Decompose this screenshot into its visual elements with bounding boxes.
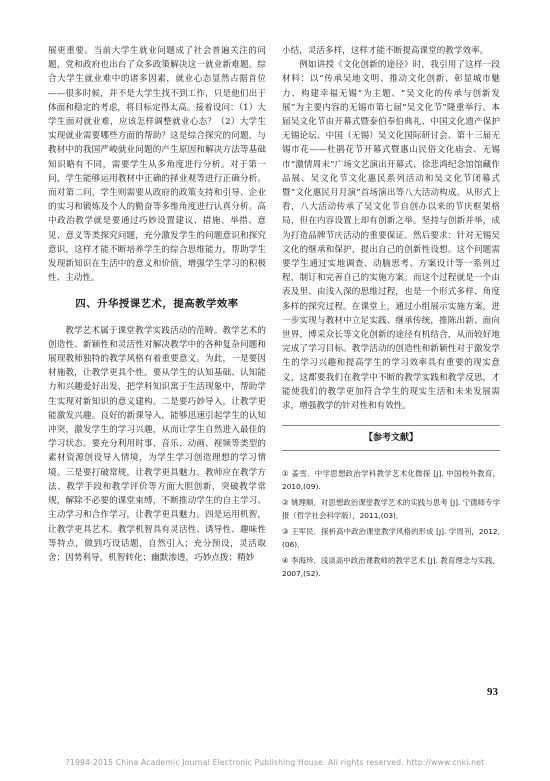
reference-item: ② 姚理顺．对思想政治课堂教学艺术的实践与思考 [J]. 宁德师专学报（哲学社会科学版），2011,(03)． [282, 498, 500, 521]
body-paragraph: 展更重要。当前大学生就业问题成了社会普遍关注的问题，党和政府也出台了众多政策解决这一就业新难题。综合大学生就业难中的诸多因素，就业心态显然占据首位——很多时候，并不是大学生找不到工作，只是他们出于体面和稳定的考虑，将目标定得太高。接着设问：（1）大学生面对就业难，应该怎样调整就业心态？（2）大学生实现就业需要哪些方面的帮助？这是综合探究的问题，与教材中的我国严峻就业问题的产生原因和解决方法等基础知识略有不同，需要学生从多角度进行分析。对于第一问，学生能够运用教材中正确的择业观等进行正确分析。而对第二问，学生则需要从政府的政策支持和引导、企业的实习和锻炼及个人的勤奋等多维角度进行认真分析。高中政治教学就是要通过巧妙设置建议、措施、举措、意见、意义等类探究问题，充分激发学生的问题意识和探究意识，这样才能不断培养学生的综合思维能力，帮助学生发现新知识在生活中的意义和价值，增强学生学习的积极性、主动性。 [48, 46, 266, 284]
references-list [282, 467, 500, 580]
body-paragraph: 小结，灵活多样，这样才能不断提高课堂的教学效率。 [282, 46, 489, 56]
reference-item: ③ 王军民．探析高中政治课堂教学风格的形成 [J]. 学周刊，2012,(06)． [282, 527, 500, 550]
left-column [48, 44, 266, 565]
body-paragraph: 例如讲授《文化创新的途径》时，我引用了这样一段材料：以“传承吴地文明、推动文化创新、彰显城市魅力、构建幸福无锡”为主题、“吴文化的传承与创新发展”为主要内容的无锡市第七届“吴文化节”隆重举行。本届吴文化节由开幕式暨泰伯奉伯典礼、中国文化遗产保护无锡论坛、中国（无锡）吴文化国际研讨会、第十三届无锡市花——杜鹃花节开幕式暨惠山民俗文化庙会、无锡市“激情周末”广场文艺演出开幕式、徐悲鸿纪念馆馆藏作品展、吴文化节文化惠民系列活动和吴文化节闭幕式暨“文化惠民月月演”首场演出等八大活动构成。从形式上看，八大活动传承了吴文化节自创办以来的节庆框架格局，但在内容设置上却有创新之举。坚持与创新并举，成为打造品牌节庆活动的重要保证。然后要求：针对无锡吴文化的继承和保护，提出自己的创新性设想。这个问题需要学生通过实地调查、动脑思考、方案设计等一系列过程，制订和完善自己的实施方案。而这个过程就是一个由表及里、由浅入深的思维过程，也是一个形式多样、角度多样的探究过程。在课堂上，通过小组展示实施方案，进一步实现与教材中立足实践、继承传统，推陈出新、面向世界，博采众长等文化创新的途径有机结合，从而较好地完成了学习目标。教学活动的创造性和新颖性对于激发学生的学习兴趣和提高学生的学习效率具有重要的现实意义，这都要我们在教学中不断的教学实践和教学反思，才能使我们的教学更加符合学生的现实生活和未来发展需求，增强教学的针对性和有效性。 [282, 60, 500, 412]
copyright-footer: ?1994-2015 China Academic Journal Electronic Publishing House. All rights reserved. http://www.cnki.net [65, 758, 485, 767]
body-paragraph: 教学艺术属于课堂教学实践活动的范畴。教学艺术的创造性、新颖性和灵活性对解决教学中的各种复杂问题和展现教师独特的教学风格有着重要意义。为此，一是要因材施教，让教学更具个性。要从学生的认知基础、认知能力和兴趣爱好出发，把学科知识寓于生活现象中，帮助学生实现对新知识的意义建构。二是要巧妙导入，让教学更能激发兴趣。良好的新课导入，能够迅速引起学生的认知冲突，激发学生的学习兴趣，从而让学生自然进入最佳的学习状态。要充分利用时事、音乐、动画、视频等类型的素材资源创设导入情境，为学生学习创造理想的学习情境。三是要打破常规，让教学更具魅力。教师应在教学方法、教学手段和教学评价等方面大胆创新，突破教学常规，解除不必要的课堂束缚，不断推动学生的自主学习、主动学习和合作学习，让教学更具魅力。四是运用机智，让教学更具艺术。教学机智具有灵活性、诱导性、趣味性等特点，做到巧设话题，自然引入；充分预设，灵活取舍；因势利导，机智转化；幽默渗透，巧妙点拨；精妙 [48, 325, 266, 563]
section-heading: 四、升华授课艺术，提高教学效率 [75, 298, 239, 311]
reference-item: ① 姜雪．中学思想政治学科教学艺术化微探 [J]. 中国校外教育，2010,(09). [282, 469, 500, 492]
reference-item: ④ 李海珍．浅谈高中政治课教师的教学艺术 [J]. 教育理念与实践，2007,(S2). [282, 556, 500, 579]
references-title: 【参考文献】 [282, 425, 500, 451]
page-number: 93 [487, 686, 498, 698]
right-column [282, 44, 500, 583]
